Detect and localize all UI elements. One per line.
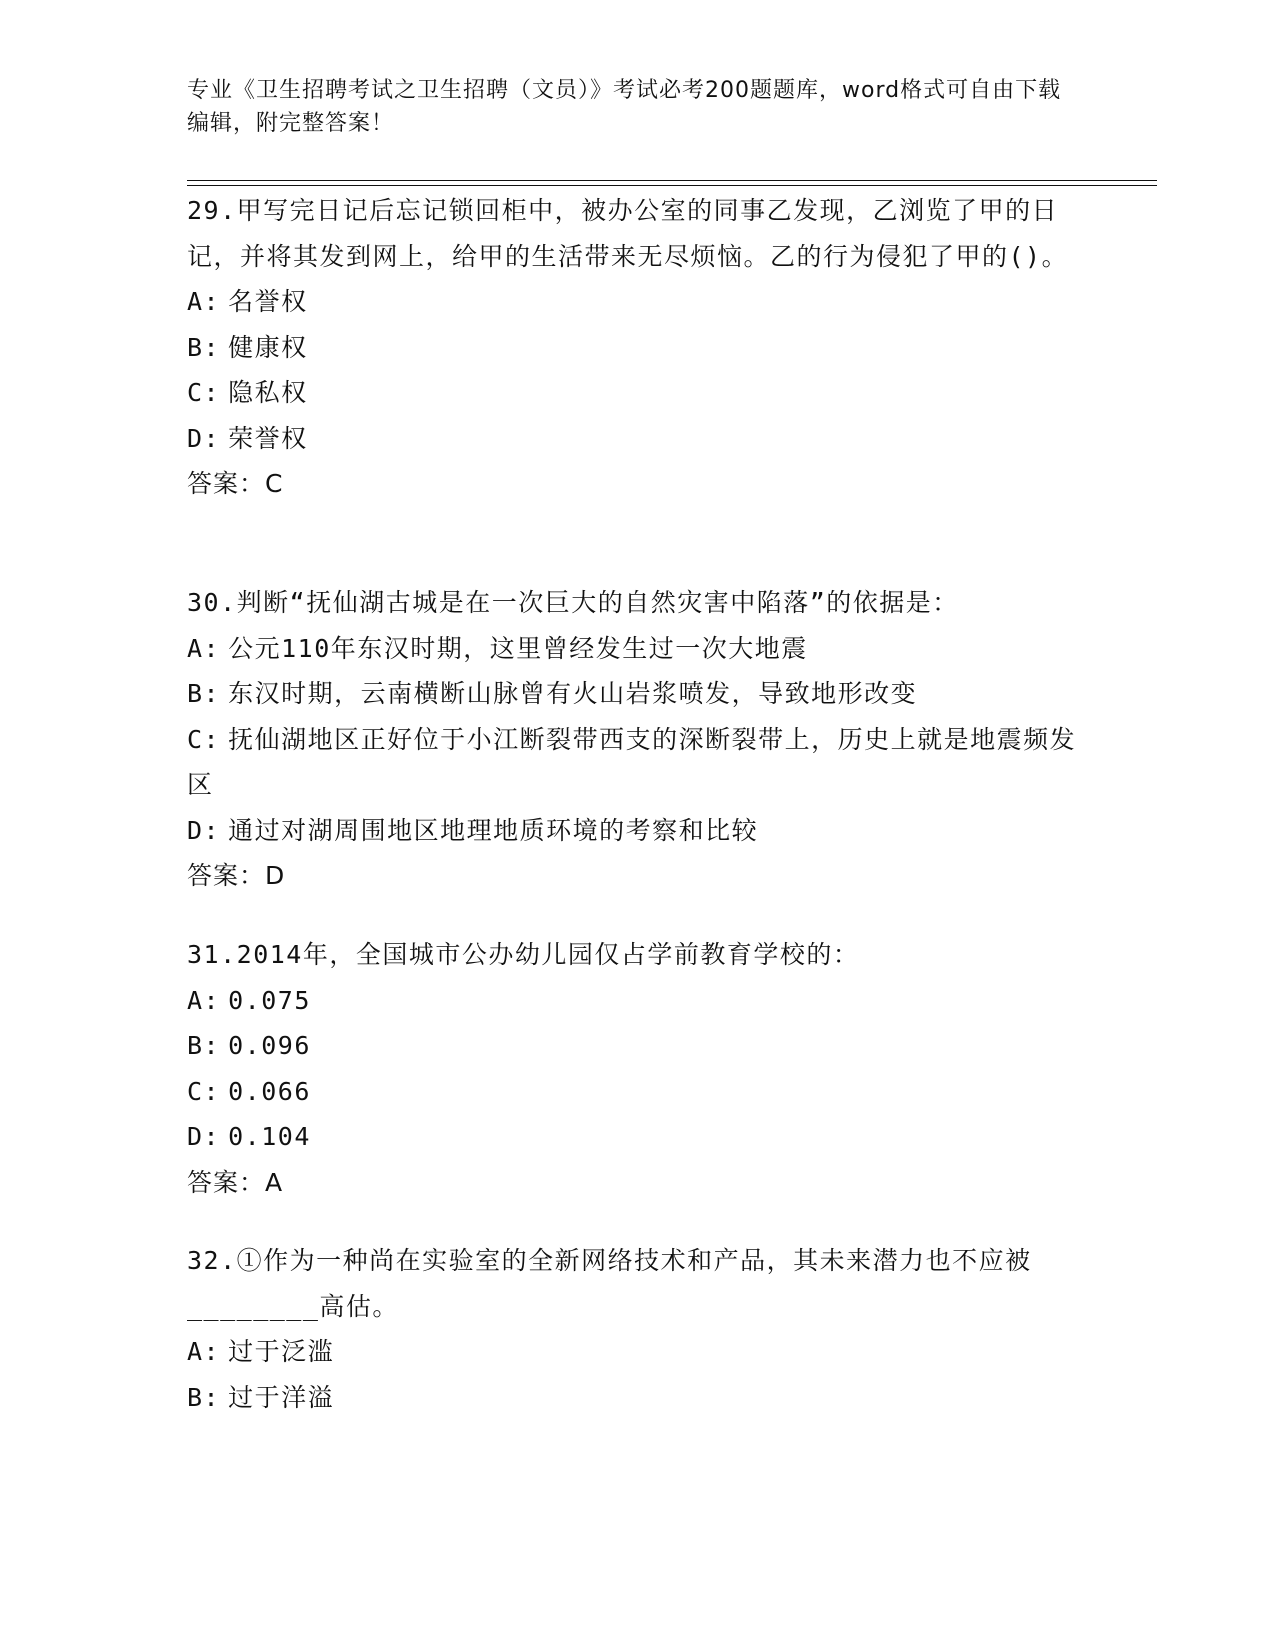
option-b [187,1023,1077,1069]
answer-label: 答案：C [187,469,284,498]
option-text: 健康权 [228,332,308,362]
answer-label: 答案：D [187,861,286,890]
option-b [187,325,1077,371]
option-letter: C: [187,724,221,754]
option-letter: C: [187,378,221,407]
option-letter: A: [187,985,221,1015]
option-c [187,1069,1077,1115]
question-29 [187,188,1087,507]
option-b [187,1375,1077,1421]
option-text: 名誉权 [228,287,308,316]
option-text: 0.066 [228,1076,311,1106]
option-text: 公元110年东汉时期，这里曾经发生过一次大地震 [228,633,808,663]
option-c [187,370,1077,416]
option-letter: C: [187,1076,221,1106]
option-d [187,808,1077,854]
option-letter: D: [187,423,221,453]
option-letter: B: [187,332,221,362]
option-text: 0.096 [228,1031,311,1060]
question-32 [187,1238,1087,1420]
option-letter: B: [187,1382,221,1412]
option-c [187,717,1077,808]
option-letter: D: [187,815,221,845]
option-d [187,416,1077,462]
question-stem: 32.①作为一种尚在实验室的全新网络技术和产品，其未来潜力也不应被________高估。 [187,1246,1032,1321]
question-stem: 30.判断“抚仙湖古城是在一次巨大的自然灾害中陷落”的依据是： [187,588,959,617]
question-31 [187,932,1087,1205]
option-a [187,279,1077,325]
option-letter: A: [187,287,221,316]
option-text: 抚仙湖地区正好位于小江断裂带西支的深断裂带上，历史上就是地震频发区 [187,724,1077,799]
option-letter: A: [187,633,221,663]
option-a [187,626,1077,672]
header-divider-bottom [187,185,1157,186]
option-letter: B: [187,1031,221,1060]
document-header: 专业《卫生招聘考试之卫生招聘（文员）》考试必考200题题库，word格式可自由下载编辑，附完整答案！ [187,78,1062,136]
option-a [187,978,1077,1024]
option-letter: B: [187,679,221,708]
header-divider-top [187,180,1157,181]
option-text: 隐私权 [228,378,308,407]
option-text: 东汉时期，云南横断山脉曾有火山岩浆喷发，导致地形改变 [228,679,918,708]
option-text: 过于泛滥 [228,1337,335,1366]
option-text: 通过对湖周围地区地理地质环境的考察和比较 [228,815,759,845]
question-stem: 29.甲写完日记后忘记锁回柜中，被办公室的同事乙发现，乙浏览了甲的日记，并将其发到网上，给甲的生活带来无尽烦恼。乙的行为侵犯了甲的()。 [187,196,1069,271]
option-letter: A: [187,1337,221,1366]
option-text: 0.104 [228,1122,311,1151]
option-text: 荣誉权 [228,423,308,453]
document-page [187,0,1157,1650]
option-text: 0.075 [228,985,311,1015]
option-text: 过于洋溢 [228,1382,335,1412]
answer-label: 答案：A [187,1167,284,1197]
option-a [187,1329,1077,1375]
option-letter: D: [187,1122,221,1151]
question-30 [187,580,1087,899]
option-d [187,1114,1077,1160]
question-stem: 31.2014年，全国城市公办幼儿园仅占学前教育学校的： [187,940,860,969]
option-b [187,671,1077,717]
